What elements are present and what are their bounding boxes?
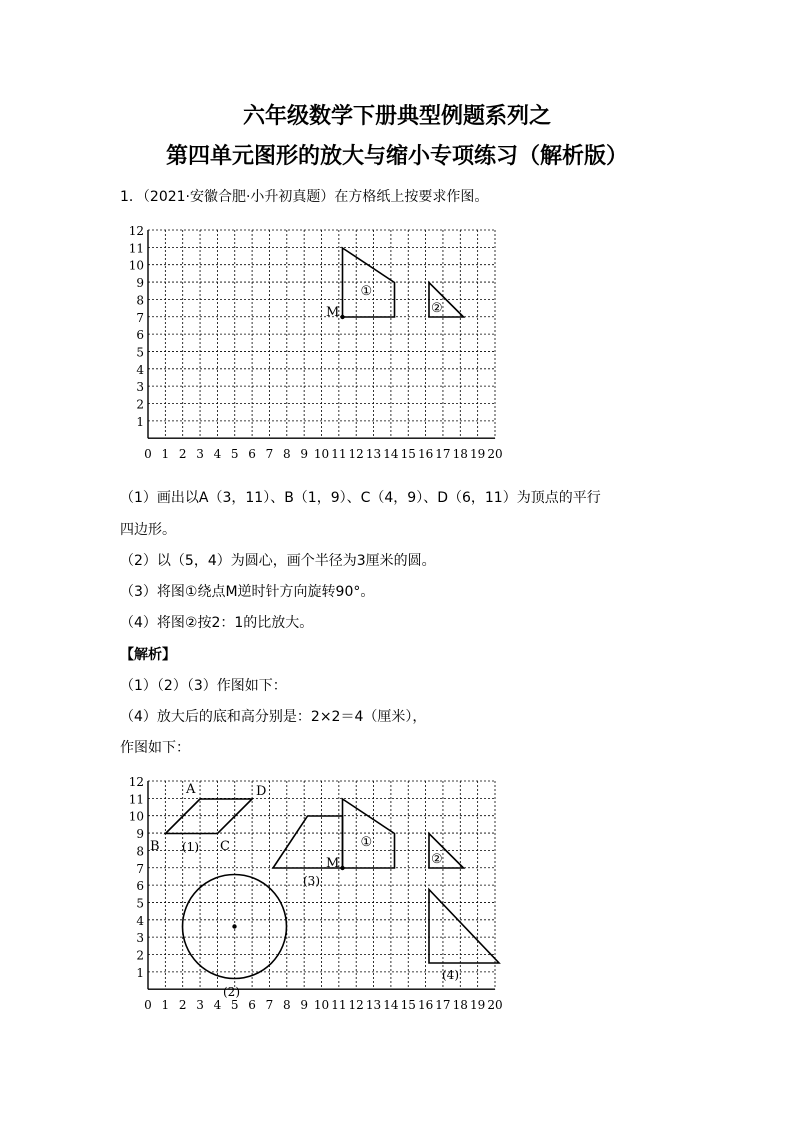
parallelogram-ABCD — [166, 799, 253, 834]
y-tick-label: 10 — [128, 809, 144, 824]
grid-lines — [148, 781, 495, 989]
y-tick-label: 6 — [136, 328, 144, 343]
grid-lines — [148, 230, 495, 438]
x-tick-label: 3 — [196, 447, 204, 462]
title-line-2: 第四单元图形的放大与缩小专项练习（解析版） — [165, 144, 628, 169]
x-tick-labels — [144, 447, 502, 461]
label-C: C — [220, 839, 230, 854]
title-line-1: 六年级数学下册典型例题系列之 — [242, 104, 551, 129]
analysis-1: （1）（2）（3）作图如下： — [120, 678, 287, 694]
y-tick-label: 11 — [128, 792, 144, 807]
task-4: （4）将图②按2：1的比放大。 — [120, 615, 314, 631]
x-tick-label: 19 — [470, 447, 486, 462]
y-tick-label: 4 — [136, 362, 144, 377]
grid-answer — [120, 771, 520, 1016]
point-M — [340, 866, 344, 870]
x-tick-label: 15 — [400, 447, 416, 462]
y-tick-label: 5 — [136, 345, 144, 360]
x-tick-label: 18 — [452, 998, 468, 1013]
x-tick-label: 9 — [300, 998, 308, 1013]
y-tick-label: 8 — [136, 293, 144, 308]
y-tick-label: 6 — [136, 879, 144, 894]
task-1a: （1）画出以A（3，11）、B（1，9）、C（4，9）、D（6，11）为顶点的平行 — [120, 490, 601, 506]
question-text: 1．（2021·安徽合肥·小升初真题）在方格纸上按要求作图。 — [120, 189, 489, 205]
x-tick-label: 1 — [161, 998, 170, 1013]
label-ans3: (3) — [303, 874, 320, 888]
x-tick-label: 10 — [313, 998, 330, 1013]
y-tick-label: 11 — [128, 241, 144, 256]
y-tick-label: 2 — [136, 948, 144, 963]
y-tick-label: 12 — [128, 775, 144, 789]
label-D: D — [256, 784, 267, 799]
x-tick-label: 6 — [248, 998, 256, 1013]
label-M: M — [326, 305, 340, 320]
x-tick-label: 9 — [300, 447, 308, 462]
y-tick-label: 8 — [136, 844, 144, 859]
x-tick-label: 16 — [417, 447, 434, 462]
x-tick-label: 8 — [282, 447, 291, 462]
label-shape-2: ② — [431, 301, 443, 316]
point-M — [340, 315, 344, 319]
label-ans4: (4) — [442, 968, 459, 982]
x-tick-label: 12 — [348, 998, 364, 1013]
y-tick-label: 3 — [136, 380, 144, 395]
label-B: B — [150, 839, 160, 854]
x-tick-label: 5 — [230, 998, 239, 1013]
y-tick-label: 5 — [136, 896, 144, 911]
x-tick-label: 17 — [435, 447, 451, 462]
label-ans2: (2) — [223, 985, 240, 999]
y-tick-label: 2 — [136, 397, 144, 412]
x-tick-label: 1 — [161, 447, 170, 462]
label-shape-1: ① — [360, 835, 373, 850]
shape-1 — [343, 799, 395, 868]
y-tick-label: 1 — [136, 965, 144, 980]
x-tick-label: 7 — [265, 998, 274, 1013]
x-tick-label: 12 — [348, 447, 364, 462]
x-tick-label: 13 — [365, 998, 382, 1013]
analysis-3: 作图如下： — [120, 740, 190, 756]
x-tick-label: 14 — [383, 998, 399, 1013]
x-tick-label: 0 — [144, 447, 152, 462]
x-tick-label: 11 — [331, 998, 347, 1013]
x-tick-label: 11 — [331, 447, 347, 462]
task-3: （3）将图①绕点M逆时针方向旋转90°。 — [120, 584, 375, 600]
x-tick-label: 4 — [213, 447, 222, 462]
y-tick-label: 3 — [136, 931, 144, 946]
y-tick-labels — [129, 775, 145, 980]
x-tick-label: 7 — [265, 447, 274, 462]
label-shape-1: ① — [360, 284, 373, 299]
label-A: A — [186, 782, 196, 797]
circle-center — [232, 924, 236, 928]
x-tick-label: 4 — [213, 998, 222, 1013]
x-tick-label: 5 — [230, 447, 239, 462]
x-tick-label: 16 — [417, 998, 434, 1013]
y-tick-label: 1 — [136, 414, 144, 429]
x-tick-label: 20 — [487, 447, 503, 462]
grid-question — [120, 220, 520, 465]
x-tick-label: 2 — [178, 998, 187, 1013]
y-tick-label: 12 — [128, 224, 144, 238]
analysis-2: （4）放大后的底和高分别是：2×2＝4（厘米）， — [120, 709, 427, 725]
task-2: （2）以（5，4）为圆心，画个半径为3厘米的圆。 — [120, 553, 436, 569]
y-tick-label: 10 — [128, 258, 144, 273]
y-tick-label: 9 — [136, 827, 144, 842]
y-tick-labels — [129, 224, 145, 429]
y-tick-label: 9 — [136, 276, 144, 291]
x-tick-label: 18 — [452, 447, 468, 462]
analysis-header: 【解析】 — [120, 647, 176, 663]
label-ans1: (1) — [182, 840, 199, 854]
x-tick-label: 13 — [365, 447, 382, 462]
x-tick-label: 19 — [470, 998, 486, 1013]
y-tick-label: 7 — [136, 310, 144, 325]
label-M: M — [326, 856, 340, 871]
x-tick-label: 0 — [144, 998, 152, 1013]
x-tick-label: 2 — [178, 447, 187, 462]
y-tick-label: 7 — [136, 861, 144, 876]
x-tick-label: 17 — [435, 998, 451, 1013]
enlarged-triangle — [429, 890, 499, 964]
x-tick-label: 8 — [282, 998, 291, 1013]
x-tick-label: 6 — [248, 447, 256, 462]
task-1b: 四边形。 — [120, 522, 176, 538]
x-tick-labels — [144, 998, 502, 1012]
label-shape-2: ② — [431, 852, 443, 867]
x-tick-label: 14 — [383, 447, 399, 462]
y-tick-label: 4 — [136, 913, 144, 928]
x-tick-label: 20 — [487, 998, 503, 1013]
x-tick-label: 15 — [400, 998, 416, 1013]
shape-1 — [343, 248, 395, 317]
x-tick-label: 10 — [313, 447, 330, 462]
x-tick-label: 3 — [196, 998, 204, 1013]
